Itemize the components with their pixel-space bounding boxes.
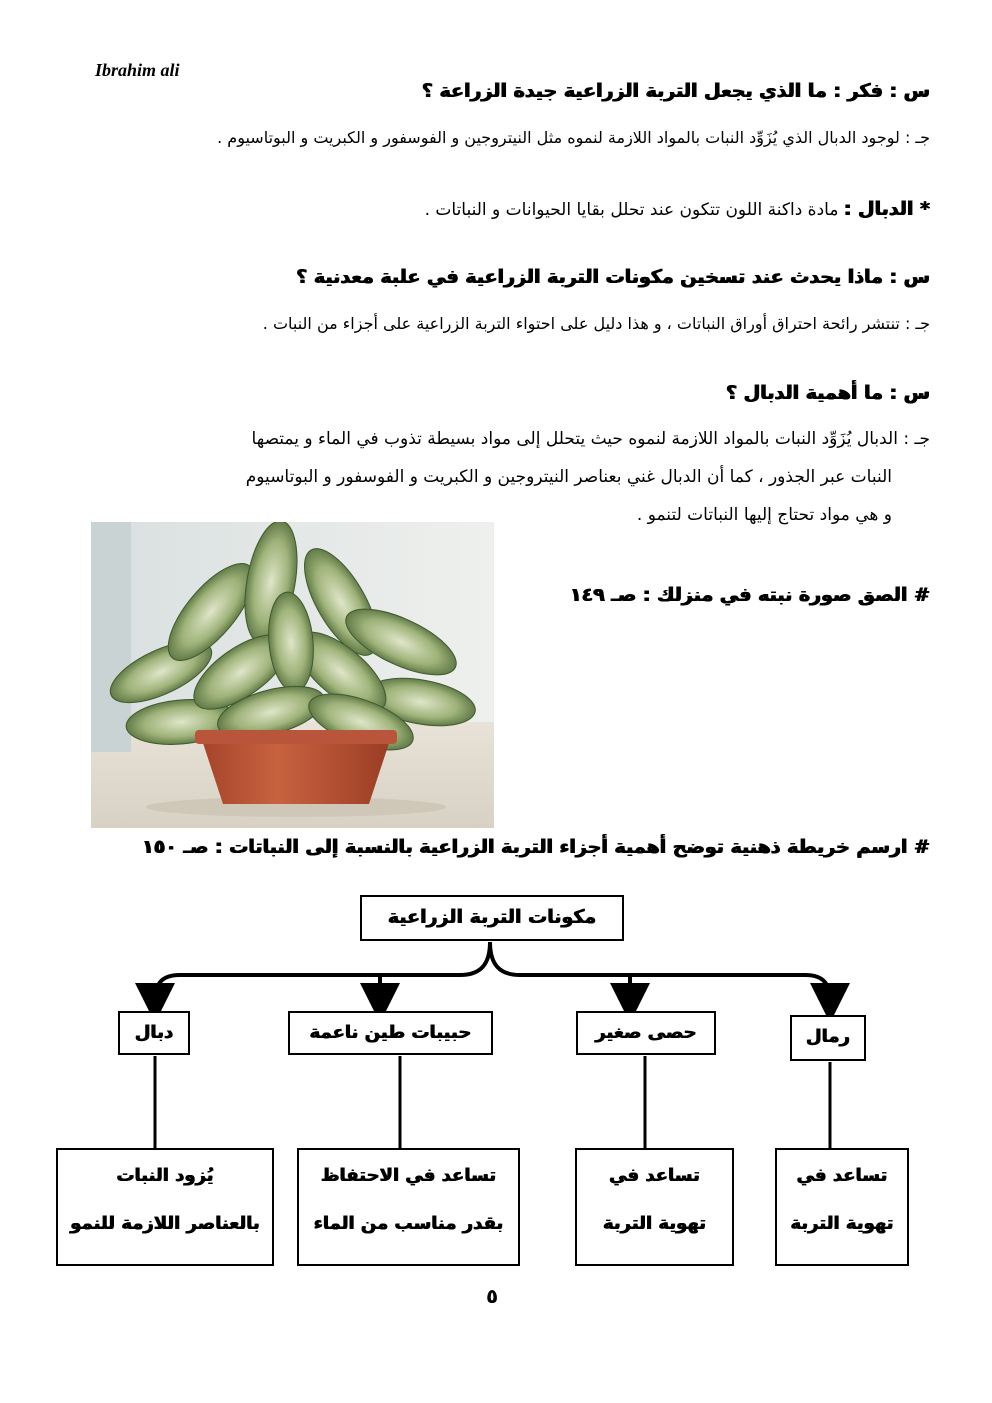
- component-sand: رمال: [790, 1015, 866, 1061]
- answer-3-line-3: و هي مواد تحتاج إليها النباتات لتنمو .: [636, 505, 892, 525]
- leaf-gravel-line-1: تساعد في: [609, 1165, 700, 1186]
- page-number: ٥: [486, 1284, 499, 1308]
- leaf-gravel-benefit: [575, 1148, 734, 1266]
- leaf-humus-benefit: [56, 1148, 274, 1266]
- component-gravel: حصى صغير: [576, 1011, 716, 1055]
- leaf-humus-line-1: يُزود النبات: [116, 1165, 214, 1186]
- question-2: س : ماذا يحدث عند تسخين مكونات التربة الزراعية في علبة معدنية ؟: [296, 266, 930, 288]
- answer-3-line-2: النبات عبر الجذور ، كما أن الدبال غني بعناصر النيتروجين و الكبريت و الفوسفور و البوتاسيوم: [245, 467, 892, 487]
- answer-3-line-1: جـ : الدبال يُزَوِّد النبات بالمواد اللازمة لنموه حيث يتحلل إلى مواد بسيطة تذوب في الماء و يمتصها: [251, 429, 930, 449]
- author-name: Ibrahim ali: [95, 60, 180, 80]
- leaf-sand-line-1: تساعد في: [796, 1165, 888, 1186]
- component-humus: دبال: [118, 1011, 190, 1055]
- paste-photo-task: # الصق صورة نبته في منزلك : صـ ١٤٩: [569, 584, 930, 606]
- definition-term: * الدبال :: [843, 198, 930, 220]
- leaf-sand-line-2: تهوية التربة: [790, 1213, 894, 1234]
- leaf-clay-benefit: [297, 1148, 520, 1266]
- question-1: س : فكر : ما الذي يجعل التربة الزراعية جيدة الزراعة ؟: [421, 80, 930, 102]
- mind-map-task: # ارسم خريطة ذهنية توضح أهمية أجزاء التربة الزراعية بالنسبة إلى النباتات : صـ ١٥٠: [142, 836, 930, 858]
- answer-2: جـ : تنتشر رائحة احتراق أوراق النباتات ، و هذا دليل على احتواء التربة الزراعية على أجزاء من النبات .: [262, 314, 930, 333]
- component-clay: حبيبات طين ناعمة: [288, 1011, 493, 1055]
- mind-map-root: مكونات التربة الزراعية: [360, 895, 624, 941]
- definition-text: مادة داكنة اللون تتكون عند تحلل بقايا الحيوانات و النباتات .: [424, 200, 844, 220]
- leaf-clay-line-2: بقدر مناسب من الماء: [313, 1213, 504, 1234]
- leaf-gravel-line-2: تهوية التربة: [602, 1213, 707, 1234]
- answer-1: جـ : لوجود الدبال الذي يُزَوِّد النبات بالمواد اللازمة لنموه مثل النيتروجين و الفوسفور و الكبريت و البوتاسيوم .: [217, 128, 930, 147]
- leaf-humus-line-2: بالعناصر اللازمة للنمو: [70, 1213, 260, 1234]
- leaf-clay-line-1: تساعد في الاحتفاظ: [320, 1165, 497, 1186]
- question-3: س : ما أهمية الدبال ؟: [726, 382, 930, 404]
- leaf-sand-benefit: [775, 1148, 909, 1266]
